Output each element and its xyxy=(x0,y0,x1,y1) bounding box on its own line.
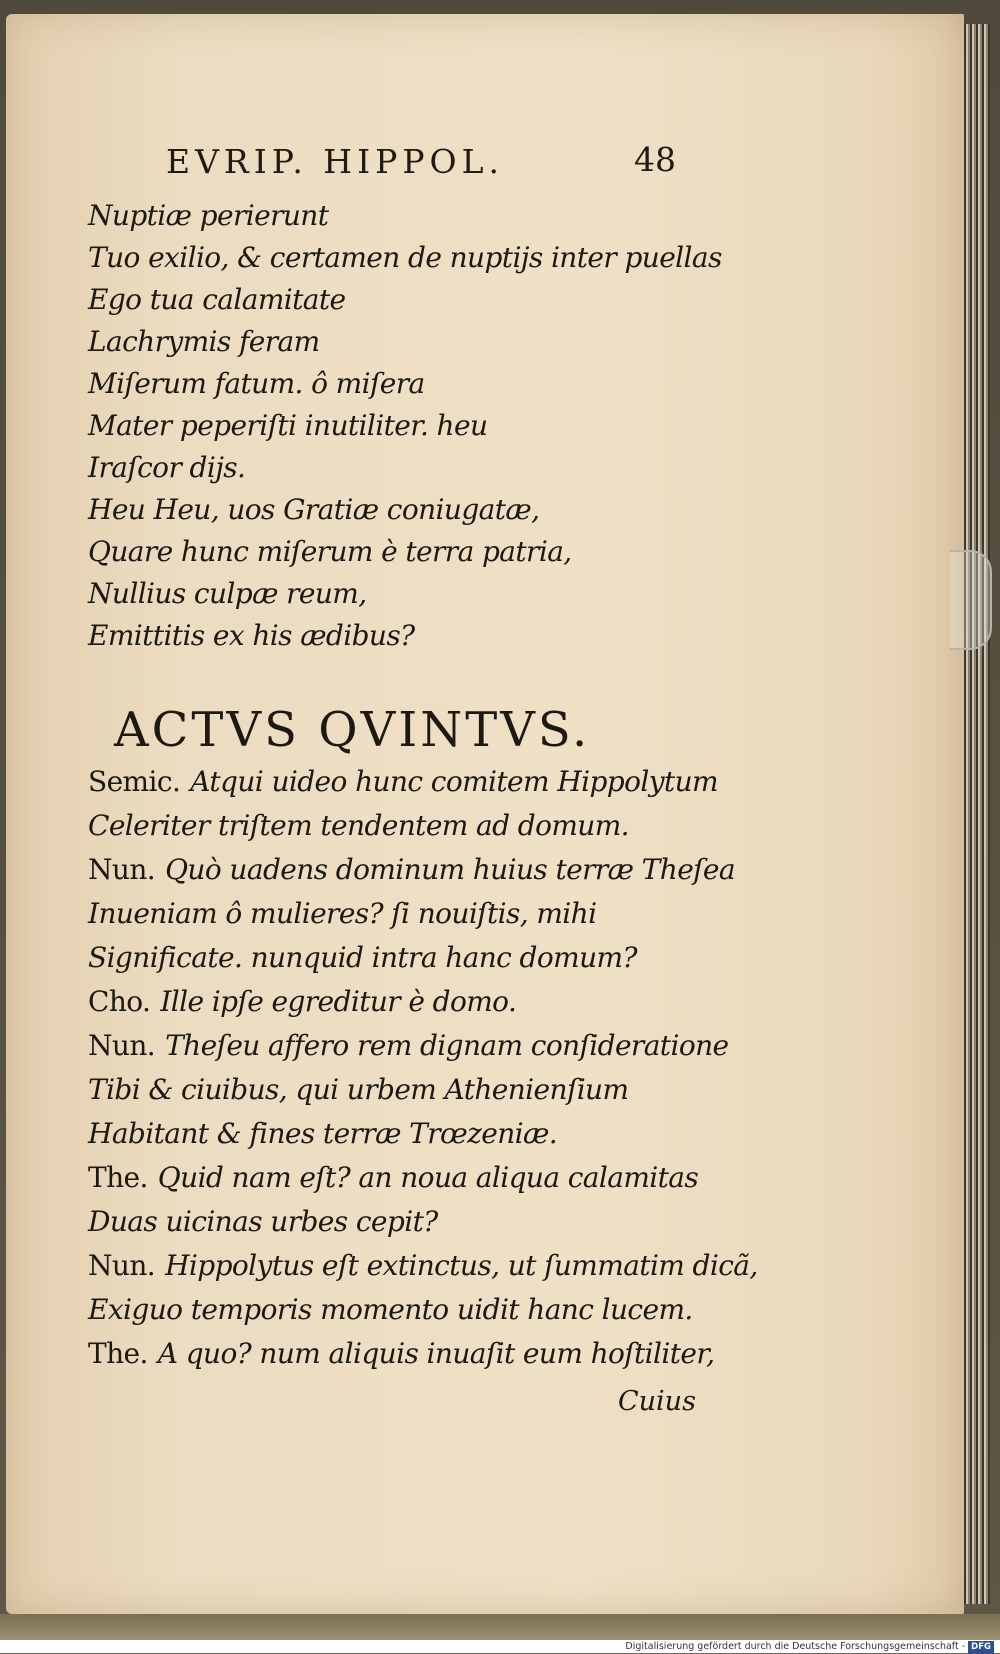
dialogue-line xyxy=(88,892,596,936)
dialogue-text-span: Quid nam eſt? an noua aliqua calamitas xyxy=(157,1161,699,1194)
dialogue-text-span: Quò uadens dominum huius terræ Theſea xyxy=(165,853,735,886)
dialogue-line xyxy=(88,1288,693,1332)
verse-line: Miſerum fatum. ô miſera xyxy=(88,367,425,400)
dialogue-text-span: Exiguo temporis momento uidit hanc lucem. xyxy=(88,1293,693,1326)
dialogue-line xyxy=(88,1244,758,1288)
dialogue-line xyxy=(88,936,637,980)
verse-line: Quare hunc miſerum è terra patria, xyxy=(88,535,572,568)
speaker-label: The. xyxy=(88,1161,148,1194)
dialogue-text-span: Duas uicinas urbes cepit? xyxy=(88,1205,438,1238)
dialogue-text-span: Celeriter triſtem tendentem ad domum. xyxy=(88,809,629,842)
dialogue-text-span: Significate. nunquid intra hanc domum? xyxy=(88,941,637,974)
verse-line: Heu Heu, uos Gratiæ coniugatæ, xyxy=(88,493,540,526)
verse-line: Nullius culpæ reum, xyxy=(88,577,367,610)
dialogue-line xyxy=(88,804,629,848)
dialogue-text-span: Atqui uideo hunc comitem Hippolytum xyxy=(190,765,718,798)
verse-line: Lachrymis feram xyxy=(88,325,320,358)
dialogue-text-span: Hippolytus eſt extinctus, ut ſummatim dicã, xyxy=(165,1249,758,1282)
dialogue-line xyxy=(88,848,735,892)
page-clip xyxy=(950,550,992,650)
speaker-label: Nun. xyxy=(88,1029,156,1062)
verse-line: Tuo exilio, & certamen de nuptijs inter puellas xyxy=(88,241,722,274)
dialogue-line xyxy=(88,1156,698,1200)
verse-line: Iraſcor dijs. xyxy=(88,451,246,484)
dialogue-line xyxy=(88,760,718,804)
footer-credit: Digitalisierung gefördert durch die Deutsche Forschungsgemeinschaft - xyxy=(625,1641,966,1652)
verse-line: Mater peperiſti inutiliter. heu xyxy=(88,409,488,442)
verse-line: Nuptiæ perierunt xyxy=(88,199,329,232)
act-heading: ACTVS QVINTVS. xyxy=(114,702,591,758)
header-title: EVRIP. HIPPOL. xyxy=(166,142,504,181)
dialogue-text-span: Habitant & fines terræ Trœzeniæ. xyxy=(88,1117,558,1150)
digitization-footer xyxy=(0,1640,1000,1653)
dialogue-text-span: Inueniam ô mulieres? ſi nouiſtis, mihi xyxy=(88,897,597,930)
speaker-label: Cho. xyxy=(88,985,151,1018)
running-header xyxy=(166,142,686,190)
dialogue-text-span: Ille ipſe egreditur è domo. xyxy=(160,985,517,1018)
dialogue-line xyxy=(88,1112,557,1156)
book-page xyxy=(6,14,964,1614)
speaker-label: Semic. xyxy=(88,765,181,798)
verse-line: Ego tua calamitate xyxy=(88,283,346,316)
dialogue-line xyxy=(88,980,516,1024)
dfg-logo-icon: DFG xyxy=(968,1641,994,1654)
dialogue-text-span: A quo? num aliquis inuaſit eum hoſtiliter, xyxy=(157,1337,715,1370)
book-bottom-edge xyxy=(0,1614,1000,1640)
dialogue-text-span: Theſeu affero rem dignam conſideratione xyxy=(165,1029,729,1062)
dialogue-line xyxy=(88,1200,438,1244)
speaker-label: The. xyxy=(88,1337,148,1370)
dialogue-text-span: Tibi & ciuibus, qui urbem Athenienſium xyxy=(88,1073,629,1106)
catchword: Cuius xyxy=(618,1386,696,1417)
dialogue-line xyxy=(88,1024,728,1068)
page-edges xyxy=(964,24,990,1604)
speaker-label: Nun. xyxy=(88,1249,156,1282)
dialogue-line xyxy=(88,1332,714,1376)
dialogue-line xyxy=(88,1068,628,1112)
verse-line: Emittitis ex his ædibus? xyxy=(88,619,415,652)
page-number: 48 xyxy=(634,140,676,179)
speaker-label: Nun. xyxy=(88,853,156,886)
